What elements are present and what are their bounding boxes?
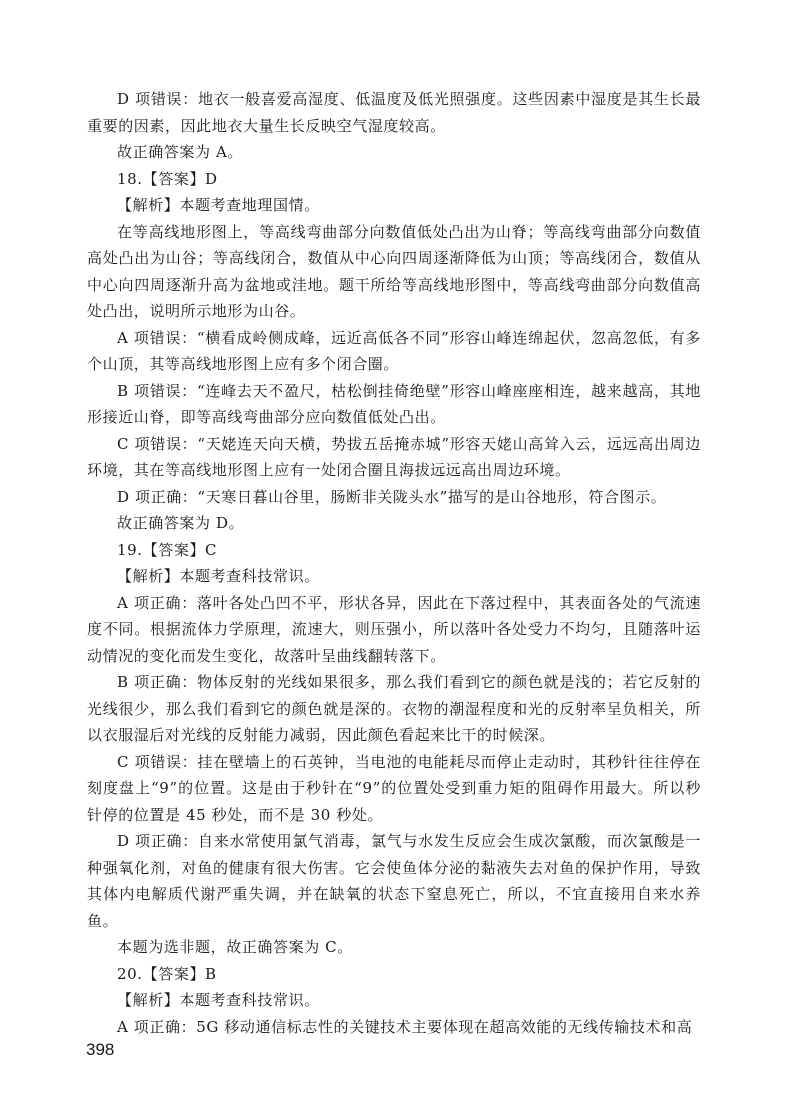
paragraph: A 项错误：“横看成岭侧成峰，远近高低各不同”形容山峰连绵起伏，忽高忽低，有多个山顶，其等高线地形图上应有多个闭合圈。 [87,328,701,373]
paragraph: A 项正确：落叶各处凸凹不平，形状各异，因此在下落过程中，其表面各处的气流速度不同。根据流体力学原理，流速大，则压强小，所以落叶各处受力不均匀，且随落叶运动情况的变化而发生变化，故落叶呈曲线翻转落下。 [87,593,701,665]
paragraph: 本题为选非题，故正确答案为 C。 [117,938,353,956]
paragraph: B 项错误：“连峰去天不盈尺，枯松倒挂倚绝壁”形容山峰座座相连，越来越高，其地形接近山脊，即等高线弯曲部分应向数值低处凸出。 [87,381,701,426]
paragraph: 故正确答案为 A。 [117,143,244,161]
paragraph: D 项正确：“天寒日暮山谷里，肠断非关陇头水”描写的是山谷地形，符合图示。 [117,487,667,506]
paragraph: D 项错误：地衣一般喜爱高湿度、低温度及低光照强度。这些因素中湿度是其生长最重要的因素，因此地衣大量生长反映空气湿度较高。 [87,90,701,135]
analysis-heading: 【解析】本题考查科技常识。 [117,567,320,585]
page-number: 398 [86,1040,115,1059]
answer-heading: 18.【答案】D [117,169,218,188]
paragraph: C 项错误：“天姥连天向天横，势拔五岳掩赤城”形容天姥山高耸入云，远远高出周边环境，其在等高线地形图上应有一处闭合圈且海拔远远高出周边环境。 [87,434,701,479]
paragraph: C 项错误：挂在壁墙上的石英钟，当电池的电能耗尽而停止走动时，其秒针往往停在刻度盘上“9”的位置。这是由于秒针在“9”的位置处受到重力矩的阻碍作用最大。所以秒针停的位置是 45 秒处，而不是 30 秒处。 [87,752,701,824]
page-body [87,86,701,1040]
paragraph: 在等高线地形图上，等高线弯曲部分向数值低处凸出为山脊；等高线弯曲部分向数值高处凸出为山谷；等高线闭合，数值从中心向四周逐渐降低为山顶；等高线闭合，数值从中心向四周逐渐升高为盆地或洼地。题干所给等高线地形图中，等高线弯曲部分向数值高处凸出，说明所示地形为山谷。 [87,222,701,320]
answer-heading: 19.【答案】C [117,540,218,559]
paragraph: D 项正确：自来水常使用氯气消毒，氯气与水发生反应会生成次氯酸，而次氯酸是一种强氧化剂，对鱼的健康有很大伤害。它会使鱼体分泌的黏液失去对鱼的保护作用，导致其体内电解质代谢严重失调，并在缺氧的状态下窒息死亡，所以，不宜直接用自来水养鱼。 [87,832,701,930]
analysis-heading: 【解析】本题考查科技常识。 [117,991,320,1009]
paragraph: A 项正确：5G 移动通信标志性的关键技术主要体现在超高效能的无线传输技术和高 [117,1017,693,1036]
paragraph: B 项正确：物体反射的光线如果很多，那么我们看到它的颜色就是浅的；若它反射的光线很少，那么我们看到它的颜色就是深的。衣物的潮湿程度和光的反射率呈负相关，所以衣服湿后对光线的反射能力减弱，因此颜色看起来比干的时候深。 [87,673,701,744]
paragraph: 故正确答案为 D。 [117,514,245,532]
analysis-heading: 【解析】本题考查地理国情。 [117,196,320,214]
answer-heading: 20.【答案】B [117,964,217,983]
